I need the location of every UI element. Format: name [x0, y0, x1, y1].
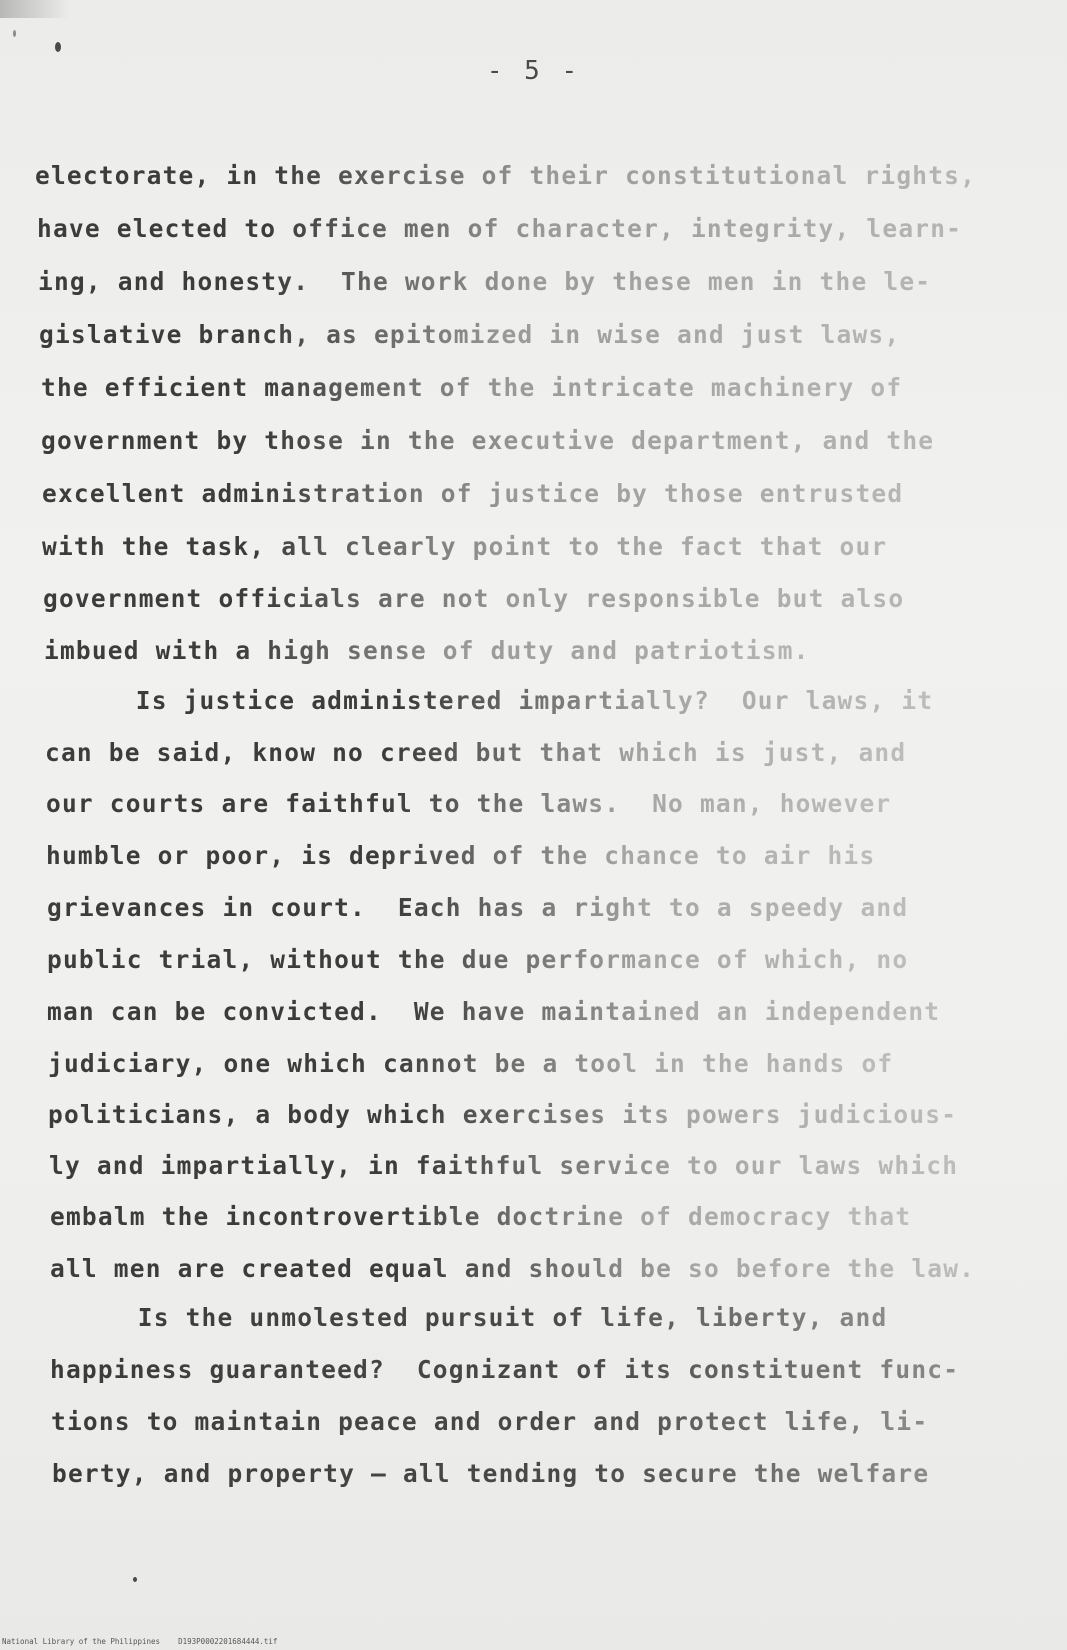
body-line: ing, and honesty. The work done by these men in the le- — [38, 267, 932, 296]
body-line: humble or poor, is deprived of the chance to air his — [46, 841, 876, 870]
body-line: Is the unmolested pursuit of life, liberty, and — [58, 1303, 888, 1332]
body-line: happiness guaranteed? Cognizant of its constituent func- — [50, 1355, 960, 1384]
archive-footer: National Library of the Philippines D193P0002201684444.tif — [2, 1637, 278, 1646]
body-line: government officials are not only responsible but also — [43, 584, 905, 613]
body-line: tions to maintain peace and order and protect life, li- — [51, 1407, 929, 1436]
scan-speck — [13, 30, 16, 37]
body-line: man can be convicted. We have maintained an independent — [47, 997, 941, 1026]
body-line: electorate, in the exercise of their constitutional rights, — [35, 161, 977, 190]
body-line: embalm the incontrovertible doctrine of democracy that — [50, 1202, 912, 1231]
body-line: excellent administration of justice by those entrusted — [42, 479, 904, 508]
body-line: with the task, all clearly point to the fact that our — [42, 532, 888, 561]
body-line: berty, and property — all tending to secure the welfare — [52, 1459, 930, 1488]
body-line: the efficient management of the intricate machinery of — [41, 373, 903, 402]
body-line: government by those in the executive department, and the — [41, 426, 935, 455]
body-line: gislative branch, as epitomized in wise and just laws, — [39, 320, 901, 349]
page-number: - 5 - — [486, 56, 581, 86]
body-line: Is justice administered impartially? Our laws, it — [56, 686, 934, 715]
body-line: politicians, a body which exercises its powers judicious- — [48, 1100, 958, 1129]
body-line: grievances in court. Each has a right to a speedy and — [47, 893, 909, 922]
body-line: judiciary, one which cannot be a tool in the hands of — [48, 1049, 894, 1078]
body-line: all men are created equal and should be so before the law. — [50, 1254, 976, 1283]
body-line: have elected to office men of character, integrity, learn- — [37, 214, 963, 243]
body-line: ly and impartially, in faithful service to our laws which — [49, 1151, 959, 1180]
body-line: imbued with a high sense of duty and patriotism. — [44, 636, 810, 665]
scan-speck — [133, 1577, 137, 1582]
body-line: can be said, know no creed but that which is just, and — [45, 738, 907, 767]
scan-corner-shadow — [0, 0, 70, 18]
body-line: public trial, without the due performance of which, no — [47, 945, 909, 974]
body-line: our courts are faithful to the laws. No man, however — [46, 789, 892, 818]
scan-speck — [55, 42, 61, 52]
